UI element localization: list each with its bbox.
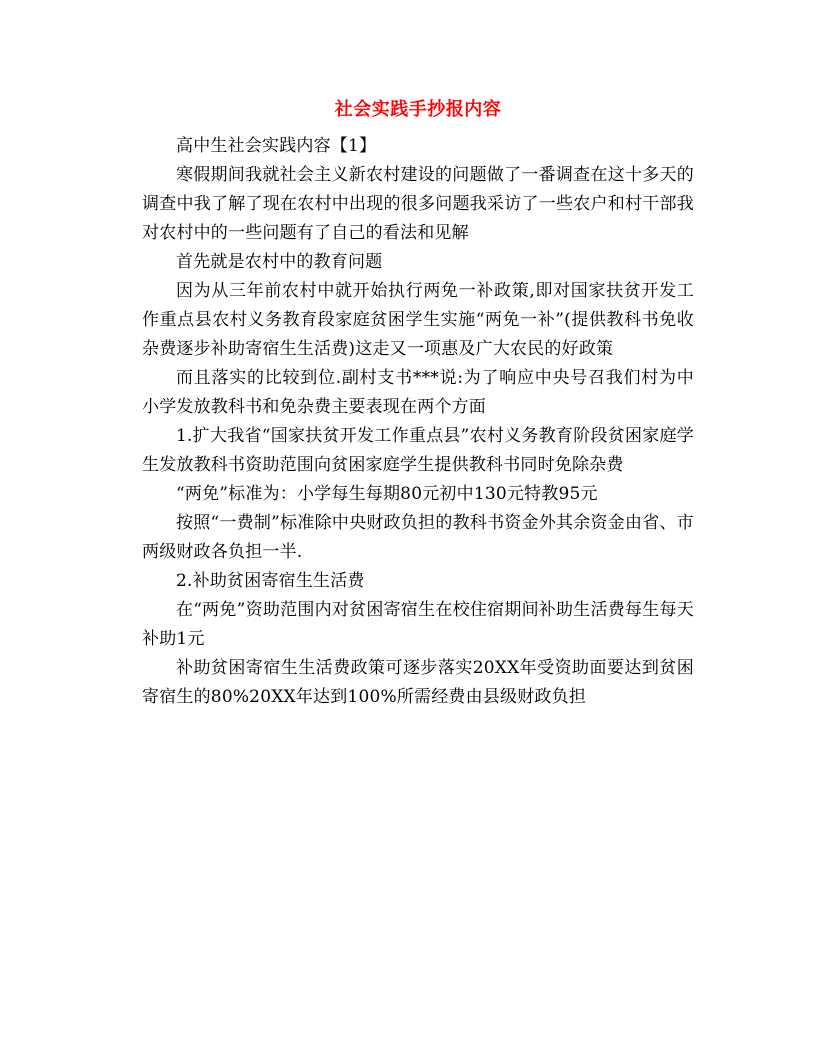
- document-body: [142, 92, 694, 712]
- subsidy-schedule-paragraph: 补助贫困寄宿生生活费政策可逐步落实20XX年受资助面要达到贫困寄宿生的80%20XX年达到100%所需经费由县级财政负担: [142, 658, 694, 707]
- document-title: 社会实践手抄报内容: [334, 99, 502, 120]
- policy-paragraph: 因为从三年前农村中就开始执行两免一补政策,即对国家扶贫开发工作重点县农村义务教育段家庭贫困学生实施“两免一补”(提供教科书免收杂费逐步补助寄宿生生活费)这走又一项惠及广大农民的好政策: [142, 281, 694, 359]
- fee-system-paragraph: 按照“一费制”标准除中央财政负担的教科书资金外其余资金由省、市两级财政各负担一半.: [142, 513, 694, 562]
- point-two-paragraph: 2.补助贫困寄宿生生活费: [176, 571, 365, 591]
- standard-paragraph: “两免”标准为：小学每生每期80元初中130元特教95元: [176, 484, 598, 504]
- subsidy-paragraph: 在“两免”资助范围内对贫困寄宿生在校住宿期间补助生活费每生每天补助1元: [142, 600, 694, 649]
- implementation-paragraph: 而且落实的比较到位.副村支书***说:为了响应中央号召我们村为中小学发放教科书和免杂费主要表现在两个方面: [142, 368, 694, 417]
- education-issue-paragraph: 首先就是农村中的教育问题: [176, 252, 383, 272]
- point-one-paragraph: 1.扩大我省“国家扶贫开发工作重点县”农村义务教育阶段贫困家庭学生发放教科书资助范围向贫困家庭学生提供教科书同时免除杂费: [142, 426, 694, 475]
- subtitle-paragraph: 高中生社会实践内容【1】: [176, 136, 377, 156]
- intro-paragraph: 寒假期间我就社会主义新农村建设的问题做了一番调查在这十多天的调查中我了解了现在农村中出现的很多问题我采访了一些农户和村干部我对农村中的一些问题有了自己的看法和见解: [142, 165, 694, 243]
